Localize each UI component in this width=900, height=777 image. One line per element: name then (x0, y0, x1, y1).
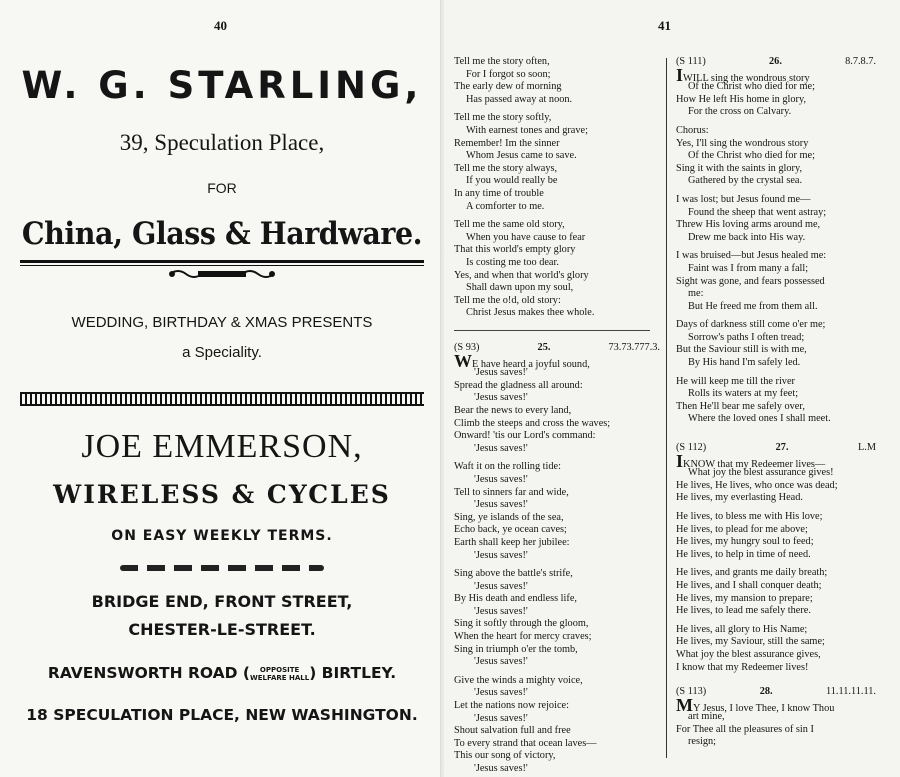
verse-text: Found the sheep that went astray; (688, 206, 827, 218)
verse-text: What joy the blest assurance gives, (676, 648, 821, 660)
hymn-26-code: (S 111) (676, 56, 706, 67)
verse-line (454, 244, 660, 257)
verse-text: Give the winds a mighty voice, (454, 674, 583, 686)
verse-text: But He freed me from them all. (688, 300, 818, 312)
verse-line (676, 662, 876, 675)
verse-line (676, 64, 876, 85)
verse-line (454, 392, 660, 405)
verse-text: Bear the news to every land, (454, 404, 572, 416)
ad-emmerson-address2: CHESTER-LE-STREET. (128, 620, 316, 639)
ad-starling-address: 39, Speculation Place, (119, 130, 325, 155)
verse-text: He lives, my mansion to prepare; (676, 592, 813, 604)
hymn-25-header (454, 342, 660, 355)
drop-cap: W (454, 350, 472, 371)
verse-text: 'Jesus saves!' (474, 656, 528, 668)
verse-text: Sing it with the saints in glory, (676, 162, 803, 174)
verse-line (454, 713, 660, 726)
verse-line (676, 580, 876, 593)
verse-line (676, 263, 876, 276)
verse-text: He lives, He lives, who once was dead; (676, 479, 838, 491)
verse-text: art mine, (688, 711, 725, 723)
verse-line (454, 738, 660, 751)
verse-text: Tell to sinners far and wide, (454, 486, 569, 498)
verse-text: Rolls its waters at my feet; (688, 388, 799, 400)
hymn-27-number: 27. (775, 442, 789, 453)
verse-line (454, 763, 660, 776)
verse-text: 'Jesus saves!' (474, 367, 528, 379)
ad-starling-speciality: a Speciality. (182, 344, 262, 361)
verse-line (454, 568, 660, 581)
verse-line (676, 125, 876, 138)
verse-text: Onward! 'tis our Lord's command: (454, 430, 596, 442)
verse-text: Yes, and when that world's glory (454, 269, 589, 281)
verse-text: KNOW that my Redeemer lives— (683, 458, 826, 470)
verse-text: I know that my Redeemer lives! (676, 661, 809, 673)
verse-line (676, 480, 876, 493)
column-divider (666, 58, 667, 758)
verse-text: Y Jesus, I love Thee, I know Thou (693, 702, 835, 714)
verse-text: 'Jesus saves!' (474, 687, 528, 699)
opposite-note (250, 666, 309, 682)
verse-text: Gathered by the crystal sea. (688, 175, 803, 187)
verse-line (676, 536, 876, 549)
verse-text: Tell me the story softly, (454, 112, 552, 124)
verse-line (676, 175, 876, 188)
verse-text: 'Jesus saves!' (474, 763, 528, 774)
divider-rule-thin (20, 265, 424, 266)
opposite-bottom: WELFARE HALL (250, 673, 310, 682)
hymn-24-end (454, 56, 660, 320)
hymn-28-lines (676, 694, 876, 749)
verse-text: He will keep me till the river (676, 375, 795, 387)
verse-line (676, 150, 876, 163)
verse-line (454, 487, 660, 500)
verse-text: Sorrow's paths I often tread; (688, 331, 805, 343)
verse-text: For I forgot so soon; (466, 68, 551, 80)
verse-line (676, 524, 876, 537)
verse-text: Sing, ye islands of the sea, (454, 511, 564, 523)
verse-text: Shout salvation full and free (454, 725, 571, 737)
verse-text: For Thee all the pleasures of sin I (676, 723, 814, 735)
verse-line (454, 125, 660, 138)
hymn-27 (676, 442, 876, 674)
verse-line (454, 188, 660, 201)
chain-border (20, 392, 424, 406)
verse-text: That this world's empty glory (454, 244, 576, 256)
verse-text: Christ Jesus makes thee whole. (466, 307, 595, 319)
drop-cap: M (676, 694, 693, 715)
verse-text: 'Jesus saves!' (474, 549, 528, 561)
verse-line (454, 656, 660, 669)
verse-text: He lives, my hungry soul to feed; (676, 536, 814, 548)
ad-starling-for: FOR (207, 180, 237, 196)
verse-line (676, 319, 876, 332)
hymn-25 (454, 342, 660, 776)
verse-text: Tell me the story always, (454, 162, 558, 174)
hymn-26-header (676, 56, 876, 69)
ad-emmerson-trade: WIRELESS & CYCLES (53, 480, 391, 509)
verse-line (454, 512, 660, 525)
verse-line (676, 94, 876, 107)
verse-line (454, 631, 660, 644)
right-page-number: 41 (658, 18, 671, 33)
verse-line (676, 649, 876, 662)
drop-cap: I (676, 450, 684, 471)
verse-line (676, 219, 876, 232)
verse-line (676, 736, 876, 749)
verse-text: 'Jesus saves!' (474, 442, 528, 454)
hymn-25-code: (S 93) (454, 342, 480, 353)
verse-line (454, 418, 660, 431)
ad-starling-presents: WEDDING, BIRTHDAY & XMAS PRESENTS (71, 314, 373, 331)
verse-line (454, 644, 660, 657)
ad-emmerson-address3: RAVENSWORTH ROAD ( OPPOSITE WELFARE HALL) BIRTLEY. (47, 664, 397, 682)
verse-line (676, 567, 876, 580)
verse-text: 'Jesus saves!' (474, 473, 528, 485)
verse-text: But the Saviour still is with me, (676, 344, 807, 356)
verse-line (454, 550, 660, 563)
verse-line (676, 250, 876, 263)
verse-line (454, 750, 660, 763)
verse-text: He lives, and I shall conquer death; (676, 579, 822, 591)
verse-text: Chorus: (676, 124, 709, 136)
verse-line (676, 357, 876, 370)
verse-text: In any time of trouble (454, 187, 544, 199)
verse-text: Sing above the battle's strife, (454, 568, 573, 580)
hymn-26-meter: 8.7.8.7. (845, 56, 876, 67)
verse-text: For the cross on Calvary. (688, 106, 792, 118)
verse-text: E have heard a joyful sound, (472, 358, 590, 370)
verse-line (676, 401, 876, 414)
hymn-28-meter: 11.11.11.11. (826, 686, 876, 697)
left-page (0, 0, 444, 777)
verse-line (454, 175, 660, 188)
verse-line (454, 282, 660, 295)
verse-text: When you have cause to fear (466, 231, 586, 243)
verse-line (454, 606, 660, 619)
verse-text: Tell me the story often, (454, 56, 550, 67)
verse-text: Faint was I from many a fall; (688, 262, 809, 274)
hymn-25-number: 25. (537, 342, 551, 353)
verse-line (454, 700, 660, 713)
verse-text: Let the nations now rejoice: (454, 700, 569, 712)
verse-text: Is costing me too dear. (466, 256, 559, 268)
verse-text: How He left His home in glory, (676, 93, 807, 105)
verse-line (676, 605, 876, 618)
verse-text: What joy the blest assurance gives! (688, 467, 834, 479)
verse-text: Tell me the same old story, (454, 219, 565, 231)
verse-line (676, 549, 876, 562)
verse-line (676, 624, 876, 637)
verse-text: Yes, I'll sing the wondrous story (676, 137, 809, 149)
verse-line (454, 257, 660, 270)
scroll-ornament-icon (168, 268, 276, 280)
divider-rule (20, 260, 424, 263)
verse-text: A comforter to me. (466, 200, 545, 212)
verse-text: Tell me the o!d, old story: (454, 294, 561, 306)
verse-text: I was lost; but Jesus found me— (676, 193, 811, 205)
verse-line (676, 344, 876, 357)
hymn-28-number: 28. (759, 686, 773, 697)
ad-starling-goods: China, Glass & Hardware. (21, 216, 423, 252)
verse-line (454, 201, 660, 214)
verse-text: Of the Christ who died for me; (688, 81, 815, 93)
verse-text: WILL sing the wondrous story (683, 72, 810, 84)
verse-text: He lives, my everlasting Head. (676, 492, 803, 504)
verse-text: Sight was gone, and fears possessed (676, 275, 825, 287)
verse-text: Where the loved ones I shall meet. (688, 413, 831, 425)
verse-text: He lives, and grants me daily breath; (676, 567, 828, 579)
verse-line (454, 499, 660, 512)
verse-line (676, 694, 876, 715)
verse-line (454, 232, 660, 245)
verse-text: He lives, to bless me with His love; (676, 510, 823, 522)
verse-line (454, 581, 660, 594)
verse-line (454, 307, 660, 320)
verse-line (454, 150, 660, 163)
verse-line (676, 288, 876, 301)
verse-text: Remember! Im the sinner (454, 137, 560, 149)
verse-text: He lives, to plead for me above; (676, 523, 808, 535)
verse-text: By His hand I'm safely led. (688, 357, 801, 369)
verse-line (676, 276, 876, 289)
verse-text: He lives, my Saviour, still the same; (676, 636, 825, 648)
verse-line (454, 270, 660, 283)
verse-line (454, 474, 660, 487)
verse-line (454, 163, 660, 176)
verse-text: To every strand that ocean laves— (454, 737, 597, 749)
verse-line (454, 219, 660, 232)
verse-line (676, 301, 876, 314)
verse-line (676, 450, 876, 471)
ad-emmerson-name: JOE EMMERSON, (81, 428, 363, 465)
verse-line (676, 593, 876, 606)
ad-starling-name: W. G. STARLING, (21, 64, 423, 107)
verse-text: Echo back, ye ocean caves; (454, 524, 567, 536)
verse-line (676, 388, 876, 401)
verse-line (454, 405, 660, 418)
verse-text: resign; (688, 736, 717, 748)
left-page-number: 40 (214, 18, 227, 33)
verse-line (676, 332, 876, 345)
verse-line (676, 138, 876, 151)
verse-line (454, 675, 660, 688)
hymn-28-header (676, 686, 876, 699)
hymn-28-code: (S 113) (676, 686, 707, 697)
verse-text: 'Jesus saves!' (474, 499, 528, 511)
verse-line (454, 618, 660, 631)
verse-line (676, 492, 876, 505)
hymn-26-number: 26. (769, 56, 782, 67)
verse-text: Days of darkness still come o'er me; (676, 319, 826, 331)
verse-line (676, 81, 876, 94)
verse-text: When the heart for mercy craves; (454, 631, 592, 643)
verse-line (676, 194, 876, 207)
verse-text: Then He'll bear me safely over, (676, 400, 805, 412)
verse-text: Of the Christ who died for me; (688, 150, 815, 162)
verse-text: Drew me back into His way. (688, 231, 806, 243)
verse-line (676, 467, 876, 480)
verse-line (454, 94, 660, 107)
address3-road: RAVENSWORTH ROAD (47, 664, 238, 682)
verse-line (676, 232, 876, 245)
verse-text: By His death and endless life, (454, 593, 577, 605)
verse-text: me: (688, 288, 704, 300)
hymn-27-header (676, 442, 876, 455)
verse-text: 'Jesus saves!' (474, 605, 528, 617)
verse-text: He lives, to help in time of need. (676, 548, 811, 560)
verse-text: He lives, all glory to His Name; (676, 623, 808, 635)
verse-line (454, 725, 660, 738)
verse-text: 'Jesus saves!' (474, 392, 528, 404)
hymn-27-lines (676, 450, 876, 675)
verse-line (676, 511, 876, 524)
verse-text: Climb the steeps and cross the waves; (454, 417, 611, 429)
verse-text: He lives, to lead me safely there. (676, 605, 811, 617)
verse-text: If you would really be (466, 175, 558, 187)
verse-line (676, 207, 876, 220)
address3-town: BIRTLEY. (321, 664, 397, 682)
verse-text: 'Jesus saves!' (474, 712, 528, 724)
hymn-26-lines (676, 64, 876, 426)
verse-line (454, 380, 660, 393)
verse-line (454, 350, 660, 371)
verse-line (454, 69, 660, 82)
ad-emmerson-address4: 18 SPECULATION PLACE, NEW WASHINGTON. (26, 706, 418, 724)
verse-text: Threw His loving arms around me, (676, 219, 821, 231)
hymn-26 (676, 56, 876, 426)
verse-text: Whom Jesus came to save. (466, 150, 577, 162)
verse-text: 'Jesus saves!' (474, 580, 528, 592)
verse-line (454, 138, 660, 151)
hymn-27-meter: L.M (857, 442, 876, 453)
verse-text: Spread the gladness all around: (454, 379, 583, 391)
verse-line (454, 56, 660, 69)
opposite-top: OPPOSITE (259, 665, 300, 674)
verse-text: I was bruised—but Jesus healed me: (676, 250, 827, 262)
dash-ornament (120, 565, 324, 571)
verse-line (676, 413, 876, 426)
hymn-separator (454, 330, 650, 331)
verse-line (676, 106, 876, 119)
hymn-28 (676, 686, 876, 749)
drop-cap: I (676, 64, 684, 85)
verse-text: Earth shall keep her jubilee: (454, 536, 570, 548)
hymn-25-lines (454, 350, 660, 776)
verse-line (454, 593, 660, 606)
verse-line (454, 81, 660, 94)
verse-line (454, 687, 660, 700)
verse-line (454, 443, 660, 456)
verse-line (676, 163, 876, 176)
hymn-25-meter: 73.73.777.3. (608, 342, 660, 353)
verse-text: Has passed away at noon. (466, 93, 573, 105)
verse-line (676, 724, 876, 737)
verse-text: Waft it on the rolling tide: (454, 461, 561, 473)
ad-emmerson-address1: BRIDGE END, FRONT STREET, (91, 592, 353, 611)
verse-line (454, 537, 660, 550)
hymn-27-code: (S 112) (676, 442, 707, 453)
verse-line (454, 430, 660, 443)
verse-line (454, 295, 660, 308)
ad-emmerson-terms: ON EASY WEEKLY TERMS. (111, 528, 333, 544)
verse-line (454, 461, 660, 474)
verse-text: This our song of victory, (454, 750, 556, 762)
verse-line (676, 636, 876, 649)
verse-text: Shall dawn upon my soul, (466, 282, 574, 294)
verse-text: With earnest tones and grave; (466, 124, 588, 136)
verse-line (676, 376, 876, 389)
verse-text: Sing in triumph o'er the tomb, (454, 643, 578, 655)
verse-line (454, 524, 660, 537)
verse-text: The early dew of morning (454, 81, 562, 93)
verse-line (454, 112, 660, 125)
verse-text: Sing it softly through the gloom, (454, 618, 589, 630)
